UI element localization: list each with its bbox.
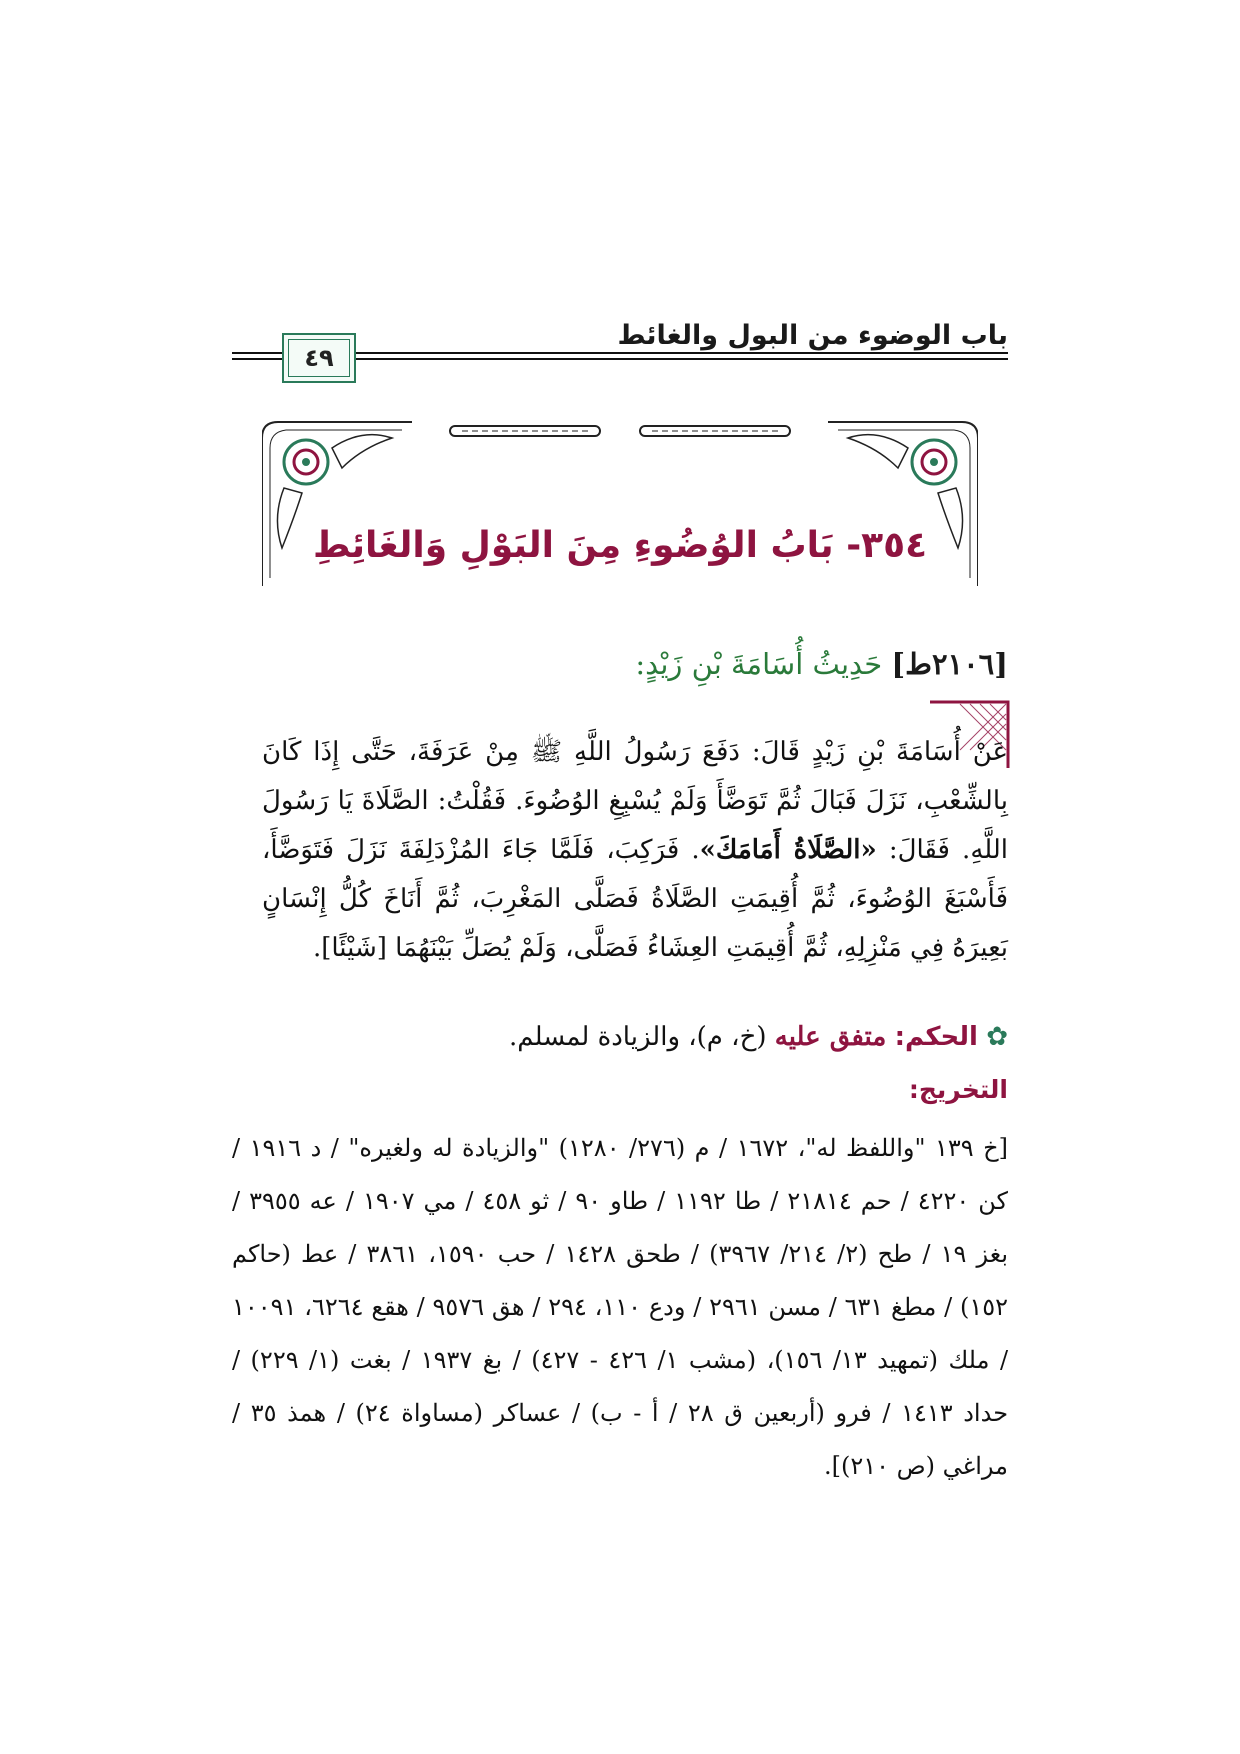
page-number: ٤٩ <box>304 344 334 372</box>
hadith-heading <box>635 647 1008 681</box>
ornament-top-bars <box>450 426 790 436</box>
ruling-rest: (خ، م)، والزيادة لمسلم. <box>509 1022 767 1052</box>
hadith-text-bold-quote: «الصَّلَاةُ أَمَامَكَ» <box>699 835 877 865</box>
hadith-text <box>262 728 1008 973</box>
ruling-line <box>509 1022 1008 1052</box>
takhrij-label: التخريج: <box>908 1075 1008 1104</box>
chapter-title: ٣٥٤- بَابُ الوُضُوءِ مِنَ البَوْلِ وَالغَائِطِ <box>312 525 928 566</box>
hadith-number: [٢١٠٦ط] <box>891 647 1008 681</box>
running-header: باب الوضوء من البول والغائط <box>617 320 1008 351</box>
hadith-text-part1: عَنْ أُسَامَةَ بْنِ زَيْدٍ قَالَ: دَفَعَ رَسُولُ اللَّهِ ﷺ مِنْ عَرَفَةَ، حَتَّى إِذَا كَانَ بِالشِّعْبِ، نَزَلَ فَبَالَ ثُمَّ تَوَضَّأَ وَلَمْ يُسْبِغِ الوُضُوءَ. فَقُلْتُ: الصَّلَاةَ يَا رَسُولَ اللَّهِ. فَقَالَ: <box>262 737 1009 865</box>
ruling-value: متفق عليه <box>774 1022 887 1052</box>
ruling-label: الحكم: <box>894 1022 978 1052</box>
page-number-badge <box>282 333 356 383</box>
ruling-flower-icon: ✿ <box>986 1022 1008 1052</box>
hadith-name: حَدِيثُ أُسَامَةَ بْنِ زَيْدٍ: <box>635 647 883 681</box>
hadith-text-part2: . فَرَكِبَ، فَلَمَّا جَاءَ المُزْدَلِفَةَ نَزَلَ فَتَوَضَّأَ، فَأَسْبَغَ الوُضُوءَ، ثُمَّ أُقِيمَتِ الصَّلَاةُ فَصَلَّى المَغْرِبَ، ثُمَّ أَنَاخَ كُلُّ إِنْسَانٍ بَعِيرَهُ فِي مَنْزِلِهِ، ثُمَّ أُقِيمَتِ العِشَاءُ فَصَلَّى، وَلَمْ يُصَلِّ بَيْنَهُمَا [شَيْئًا]. <box>262 835 1008 963</box>
takhrij-text: [خ ١٣٩ "واللفظ له"، ١٦٧٢ / م (٢٧٦/ ١٢٨٠) "والزيادة له ولغيره" / د ١٩١٦ / كن ٤٢٢٠ / حم ٢١٨١٤ / طا ١١٩٢ / طاو ٩٠ / ثو ٤٥٨ / مي ١٩٠٧ / عه ٣٩٥٥ / بغز ١٩ / طح (٢/ ٢١٤/ ٣٩٦٧) / طحق ١٤٢٨ / حب ١٥٩٠، ٣٨٦١ / عط (حاكم ١٥٢) / مطغ ٦٣١ / مسن ٢٩٦١ / ودع ١١٠، ٢٩٤ / هق ٩٥٧٦ / هقع ٦٢٦٤، ١٠٠٩١ / ملك (تمهيد ١٣/ ١٥٦)، (مشب ١/ ٤٢٦ - ٤٢٧) / بغ ١٩٣٧ / بغت (١/ ٢٢٩) / حداد ١٤١٣ / فرو (أربعين ق ٢٨ / أ - ب) / عساكر (مساواة ٢٤) / همذ ٣٥ / مراغي (ص ٢١٠)]. <box>232 1134 1009 1480</box>
